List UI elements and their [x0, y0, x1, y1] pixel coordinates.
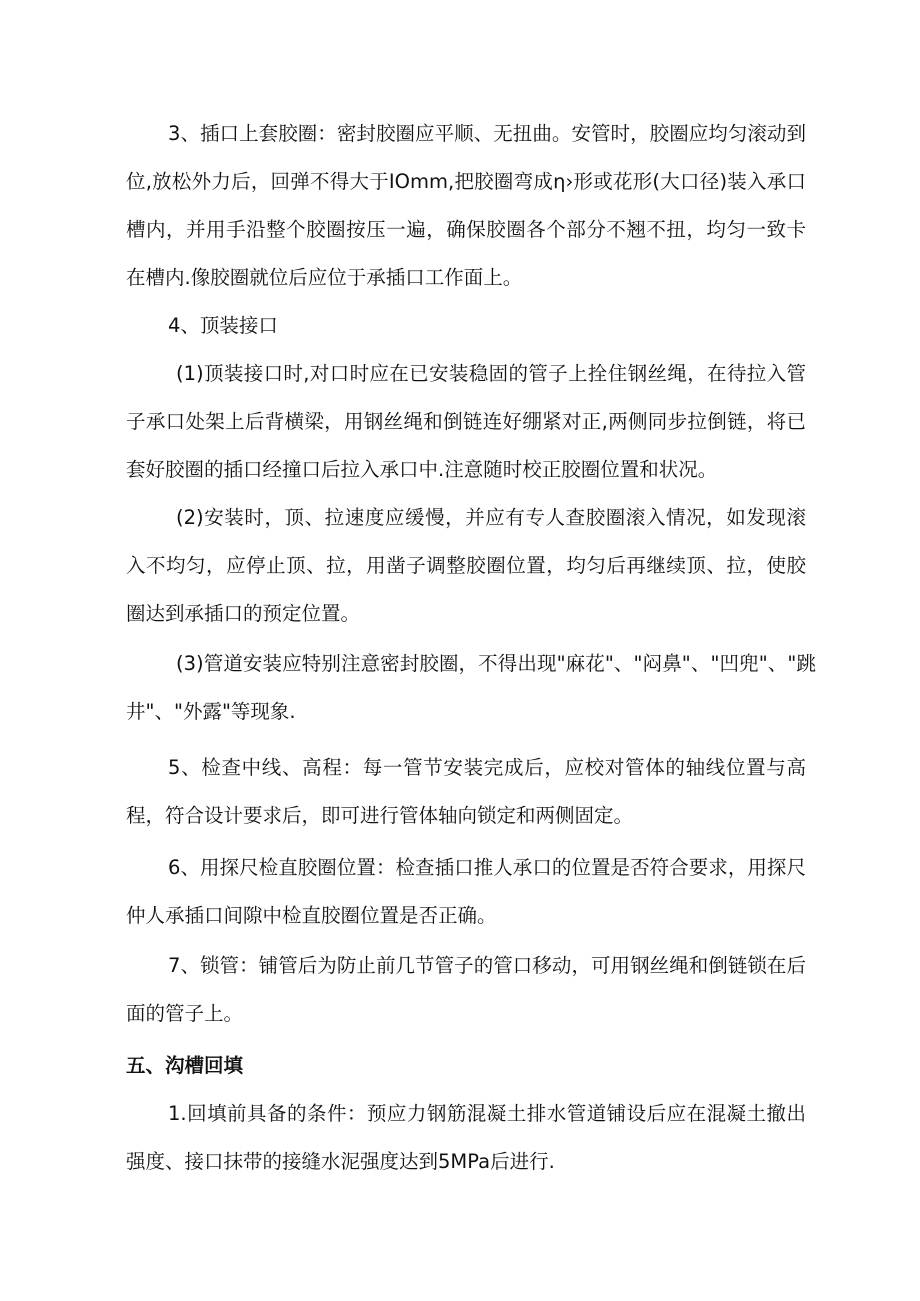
paragraph-check-centerline: 5、检查中线、高程：每一管节安装完成后，应校对管体的轴线位置与高程，符合设计要求后，即可进行管体轴向锁定和两侧固定。: [126, 756, 806, 827]
paragraph-lock-pipe: 7、锁管：铺管后为防止前几节管子的管口移动，可用钢丝绳和倒链锁在后面的管子上。: [126, 954, 806, 1025]
paragraph-top-joint-step-1: (1)顶装接口时,对口时应在已安装稳固的管子上拴住钢丝绳，在待拉入管子承口处架上后背横梁，用钢丝绳和倒链连好绷紧对正,两侧同步拉倒链，将已套好胶圈的插口经撞口后拉入承口中.注意随时校正胶圈位置和状况。: [126, 362, 806, 481]
paragraph-probe-gasket: 6、用探尺检直胶圈位置：检查插口推人承口的位置是否符合要求，用探尺仲人承插口间隙中检直胶圈位置是否正确。: [126, 856, 806, 927]
paragraph-top-joint-step-2: (2)安装时，顶、拉速度应缓慢，并应有专人查胶圈滚入情况，如发现滚入不均匀，应停止顶、拉，用凿子调整胶圈位置，均匀后再继续顶、拉，使胶圈达到承插口的预定位置。: [126, 506, 806, 625]
paragraph-top-joint-title: 4、顶装接口: [168, 314, 278, 337]
paragraph-backfill-conditions: 1.回填前具备的条件：预应力钢筋混凝土排水管道铺设后应在混凝土撤出强度、接口抹带的接缝水泥强度达到5MPa后进行.: [126, 1102, 806, 1173]
paragraph-top-joint-step-3: (3)管道安装应特别注意密封胶圈，不得出现"麻花"、"闷鼻"、"凹兜"、"跳井"、"外露"等现象.: [126, 652, 816, 723]
paragraph-gasket-fitting: 3、插口上套胶圈：密封胶圈应平顺、无扭曲。安管时，胶圈应均匀滚动到位,放松外力后，回弹不得大于IOmm,把胶圈弯成η›形或花形(大口径)装入承口槽内，并用手沿整个胶圈按压一遍，确保胶圈各个部分不翘不扭，均匀一致卡在槽内.像胶圈就位后应位于承插口工作面上。: [126, 122, 806, 289]
section-heading-trench-backfill: 五、沟槽回填: [126, 1054, 244, 1077]
